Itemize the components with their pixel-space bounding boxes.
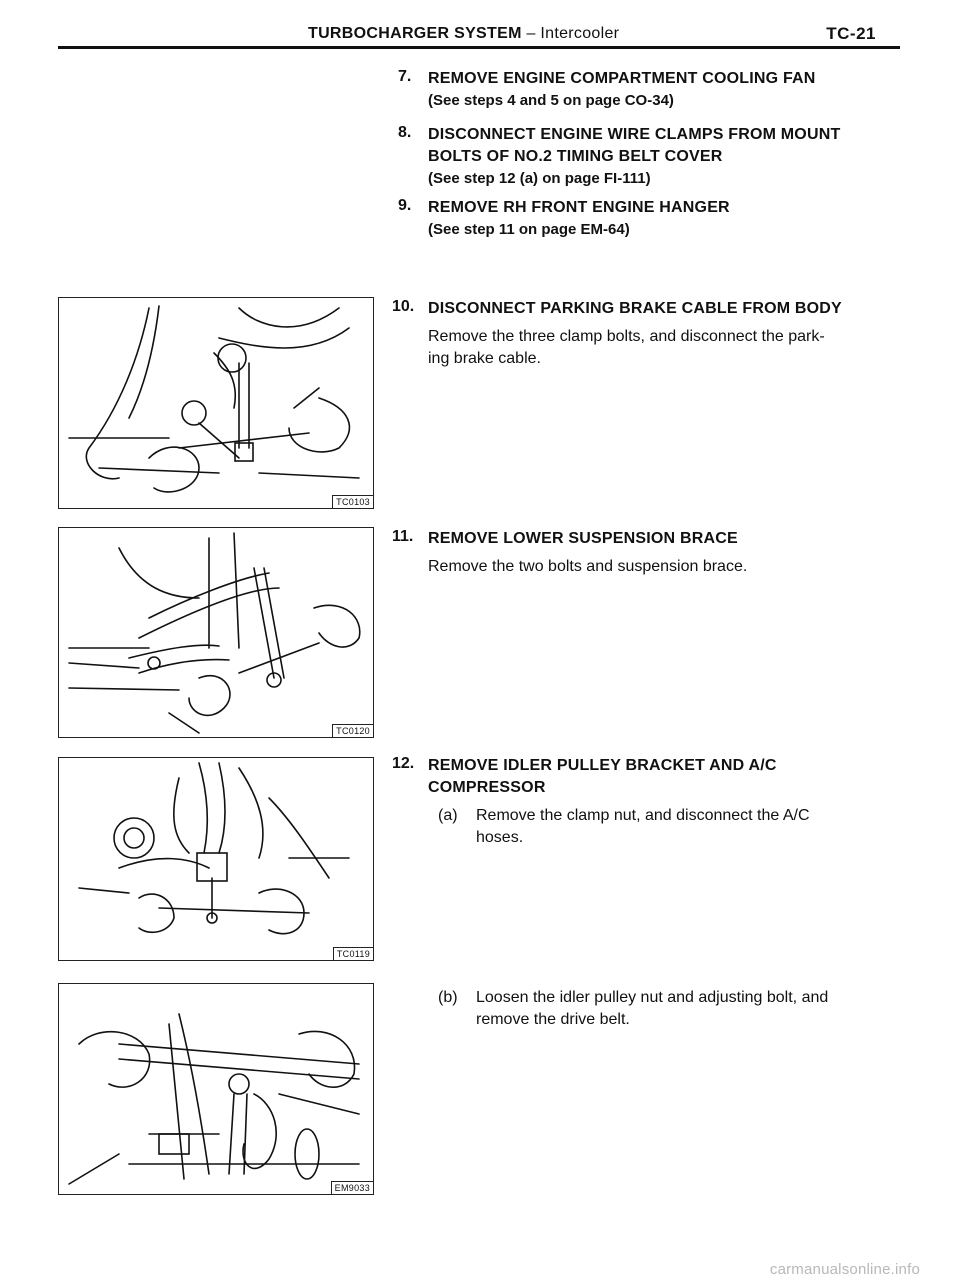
substep-text [476, 987, 898, 1031]
step-9 [398, 197, 898, 241]
substep-a [438, 805, 898, 849]
step-body: Remove the two bolts and suspension brace. [428, 558, 748, 575]
substep-b [438, 987, 898, 1031]
step-number: 9. [398, 197, 412, 214]
step-7 [398, 68, 898, 112]
figure-drive-belt [58, 983, 374, 1195]
step-8 [398, 124, 898, 190]
substep-text-line-1: Loosen the idler pulley nut and adjusting bolt, and [476, 989, 829, 1006]
watermark: carmanualsonline.info [769, 1261, 920, 1278]
figure-code: TC0119 [333, 947, 373, 960]
step-reference: (See step 11 on page EM-64) [428, 221, 630, 238]
page-title: TURBOCHARGER SYSTEM – Intercooler [308, 25, 620, 42]
substep-text [476, 805, 898, 849]
figure-ac-hoses [58, 757, 374, 961]
step-body-line-2: ing brake cable. [428, 350, 541, 367]
step-number: 11. [392, 528, 414, 545]
step-11 [392, 528, 898, 578]
step-heading-line-1: DISCONNECT ENGINE WIRE CLAMPS FROM MOUNT [428, 126, 841, 143]
figure-code: TC0120 [332, 724, 373, 737]
step-number: 12. [392, 755, 415, 772]
illustration-drive-belt [59, 984, 373, 1194]
illustration-suspension-brace [59, 528, 373, 737]
figure-code: TC0103 [332, 495, 373, 508]
figure-parking-brake-cable [58, 297, 374, 509]
substep-label: (a) [438, 807, 458, 824]
substep-text-line-2: hoses. [476, 829, 524, 846]
step-heading-line-2: COMPRESSOR [428, 779, 546, 796]
substep-text-line-1: Remove the clamp nut, and disconnect the A/C [476, 807, 810, 824]
step-reference: (See step 12 (a) on page FI-111) [428, 170, 651, 187]
step-number: 7. [398, 68, 412, 85]
step-number: 10. [392, 298, 415, 315]
header-rule [58, 46, 900, 49]
step-10 [392, 298, 898, 370]
figure-suspension-brace [58, 527, 374, 738]
step-body-line-1: Remove the three clamp bolts, and disconnect the park- [428, 328, 825, 345]
step-heading: REMOVE LOWER SUSPENSION BRACE [428, 530, 738, 547]
step-heading: DISCONNECT PARKING BRAKE CABLE FROM BODY [428, 300, 842, 317]
step-heading-line-2: BOLTS OF NO.2 TIMING BELT COVER [428, 148, 723, 165]
step-heading: REMOVE ENGINE COMPARTMENT COOLING FAN [428, 70, 816, 87]
illustration-parking-brake [59, 298, 373, 508]
step-reference: (See steps 4 and 5 on page CO-34) [428, 92, 674, 109]
page-number: TC-21 [826, 24, 876, 43]
step-heading: REMOVE RH FRONT ENGINE HANGER [428, 199, 730, 216]
step-number: 8. [398, 124, 412, 141]
substep-label: (b) [438, 989, 458, 1006]
substep-text-line-2: remove the drive belt. [476, 1011, 630, 1028]
illustration-ac-hoses [59, 758, 373, 960]
figure-code: EM9033 [331, 1181, 373, 1194]
step-heading-line-1: REMOVE IDLER PULLEY BRACKET AND A/C [428, 757, 777, 774]
step-12 [392, 755, 898, 799]
page-header [58, 0, 900, 48]
step-body [428, 326, 898, 370]
